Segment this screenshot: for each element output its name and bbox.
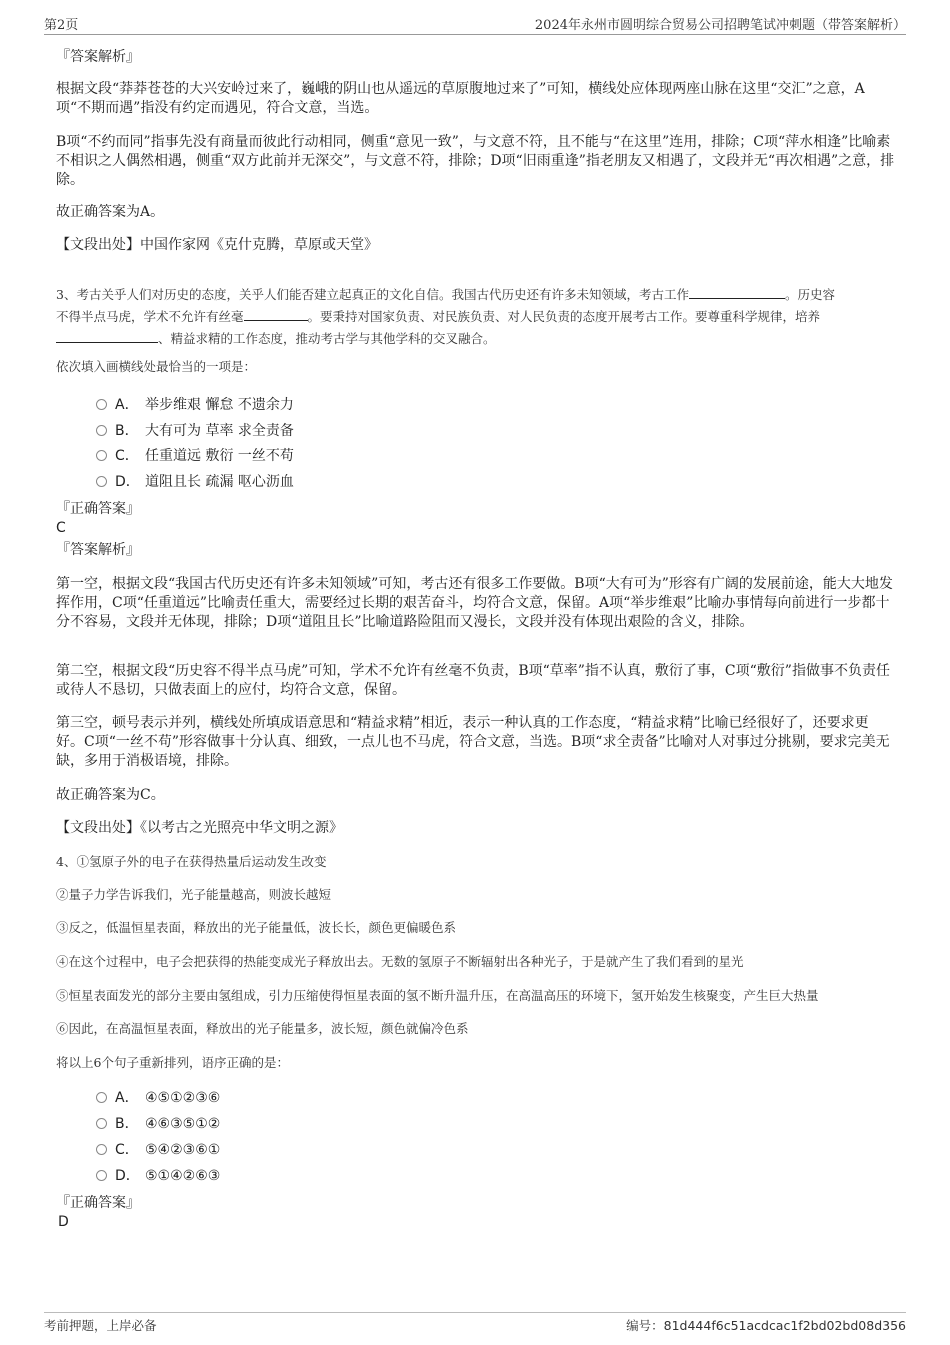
q3-answer-label: 『正确答案』 (56, 501, 140, 517)
q3-stem-part: 不得半点马虎，学术不允许有丝毫 (56, 309, 244, 324)
q4-sentence-6: ⑥因此，在高温恒星表面，释放出的光子能量多，波长短，颜色就偏冷色系 (56, 1021, 469, 1036)
q4-answer: D (58, 1214, 69, 1230)
q3-answer: C (56, 520, 66, 536)
page-footer (44, 1312, 906, 1333)
q4-option-c[interactable] (96, 1140, 220, 1160)
option-text: ④⑥③⑤①② (145, 1116, 221, 1132)
radio-icon[interactable] (96, 450, 107, 461)
q3-analysis-p2: 第二空，根据文段“历史容不得半点马虎”可知，学术不允许有丝毫不负责，B项“草率”指不认真，敷衍了事，C项“敷衍”指做事不负责任或待人不恳切，只做表面上的应付，均符合文意，保留。 (56, 663, 890, 698)
q4-sentence-4: ④在这个过程中，电子会把获得的热能变成光子释放出去。无数的氢原子不断辐射出各种光子，于是就产生了我们看到的星光 (56, 954, 744, 969)
code-value: 81d444f6c51acdcac1f2bd02bd08d356 (663, 1318, 906, 1333)
q3-analysis-label: 『答案解析』 (56, 542, 140, 558)
fill-blank (56, 329, 158, 343)
footer-slogan: 考前押题，上岸必备 (44, 1318, 157, 1333)
option-letter: A． (115, 1090, 139, 1106)
q3-prompt: 依次填入画横线处最恰当的一项是： (56, 359, 257, 374)
q3-option-a[interactable] (96, 395, 294, 415)
code-label: 编号： (626, 1318, 664, 1333)
q3-stem-part: 。历史容 (784, 287, 835, 302)
option-text: ⑤①④②⑥③ (145, 1168, 221, 1184)
q3-stem-part: 、精益求精的工作态度，推动考古学与其他学科的交叉融合。 (158, 331, 496, 346)
page-number: 第2页 (44, 18, 79, 33)
page-header (44, 12, 906, 35)
option-text: ④⑤①②③⑥ (145, 1090, 221, 1106)
radio-icon[interactable] (96, 1144, 107, 1155)
option-letter: A． (115, 397, 139, 413)
q3-analysis-p3: 第三空，顿号表示并列，横线处所填成语意思和“精益求精”相近，表示一种认真的工作态度，“精益求精”比喻已经很好了，还要求更好。C项“一丝不苟”形容做事十分认真、细致，一点儿也不马虎，符合文意，当选。B项“求全责备”比喻对人对事过分挑剔，要求完美无缺，多用于消极语境，排除。 (56, 715, 890, 769)
option-text: 大有可为 草率 求全责备 (145, 423, 294, 439)
option-letter: B． (115, 1116, 139, 1132)
q3-conclusion: 故正确答案为C。 (56, 787, 165, 803)
q4-option-b[interactable] (96, 1114, 220, 1134)
option-letter: C． (115, 448, 139, 464)
q3-stem (56, 284, 896, 350)
q2-analysis-p2: B项“不约而同”指事先没有商量而彼此行动相同，侧重“意见一致”，与文意不符，且不能与“在这里”连用，排除；C项“萍水相逢”比喻素不相识之人偶然相遇，侧重“双方此前并无深交”，与文意不符，排除；D项“旧雨重逢”指老朋友又相遇了，文段并无“再次相遇”之意，排除。 (56, 134, 895, 188)
option-letter: D． (115, 474, 140, 490)
q3-analysis-p1: 第一空，根据文段“我国古代历史还有许多未知领域”可知，考古还有很多工作要做。B项“大有可为”形容有广阔的发展前途，能大大地发挥作用，C项“任重道远”比喻责任重大，需要经过长期的艰苦奋斗，均符合文意，保留。A项“举步维艰”比喻办事情每向前进行一步都十分不容易，文段并无体现，排除；D项“道阻且长”比喻道路险阻而又漫长，文段并没有体现出艰险的含义，排除。 (56, 576, 893, 630)
q3-option-c[interactable] (96, 446, 294, 466)
option-text: 道阻且长 疏漏 呕心沥血 (145, 474, 294, 490)
q4-option-a[interactable] (96, 1088, 220, 1108)
q3-source: 【文段出处】《以考古之光照亮中华文明之源》 (56, 820, 343, 836)
q3-option-b[interactable] (96, 421, 294, 441)
radio-icon[interactable] (96, 1170, 107, 1181)
option-letter: D． (115, 1168, 140, 1184)
radio-icon[interactable] (96, 425, 107, 436)
q3-stem-part: 。要秉持对国家负责、对民族负责、对人民负责的态度开展考古工作。要尊重科学规律，培养 (307, 309, 821, 324)
q3-option-d[interactable] (96, 472, 294, 492)
q4-prompt: 将以上6个句子重新排列，语序正确的是： (56, 1055, 289, 1070)
q4-answer-label: 『正确答案』 (56, 1195, 140, 1211)
radio-icon[interactable] (96, 476, 107, 487)
document-title: 2024年永州市圆明综合贸易公司招聘笔试冲刺题（带答案解析） (534, 18, 906, 33)
radio-icon[interactable] (96, 399, 107, 410)
q4-sentence-1: 4、①氢原子外的电子在获得热量后运动发生改变 (56, 854, 327, 869)
option-letter: C． (115, 1142, 139, 1158)
fill-blank (689, 285, 785, 299)
radio-icon[interactable] (96, 1092, 107, 1103)
document-code (626, 1316, 906, 1334)
fill-blank (244, 307, 308, 321)
q4-sentence-5: ⑤恒星表面发光的部分主要由氢组成，引力压缩使得恒星表面的氢不断升温升压，在高温高压的环境下，氢开始发生核聚变，产生巨大热量 (56, 988, 819, 1003)
option-letter: B． (115, 423, 139, 439)
q2-analysis-label: 『答案解析』 (56, 49, 140, 65)
q2-conclusion: 故正确答案为A。 (56, 204, 165, 220)
option-text: 任重道远 敷衍 一丝不苟 (145, 448, 294, 464)
q3-stem-part: 3、考古关乎人们对历史的态度，关乎人们能否建立起真正的文化自信。我国古代历史还有许多未知领域，考古工作 (56, 287, 689, 302)
radio-icon[interactable] (96, 1118, 107, 1129)
q4-option-d[interactable] (96, 1166, 220, 1186)
option-text: 举步维艰 懈怠 不遗余力 (145, 397, 294, 413)
q2-source: 【文段出处】中国作家网《克什克腾，草原或天堂》 (56, 237, 378, 253)
q4-sentence-3: ③反之，低温恒星表面，释放出的光子能量低，波长长，颜色更偏暖色系 (56, 920, 457, 935)
q2-analysis-p1: 根据文段“莽莽苍苍的大兴安岭过来了，巍峨的阴山也从遥远的草原腹地过来了”可知，横线处应体现两座山脉在这里“交汇”之意，A项“不期而遇”指没有约定而遇见，符合文意，当选。 (56, 81, 865, 116)
q4-sentence-2: ②量子力学告诉我们，光子能量越高，则波长越短 (56, 887, 332, 902)
option-text: ⑤④②③⑥① (145, 1142, 221, 1158)
